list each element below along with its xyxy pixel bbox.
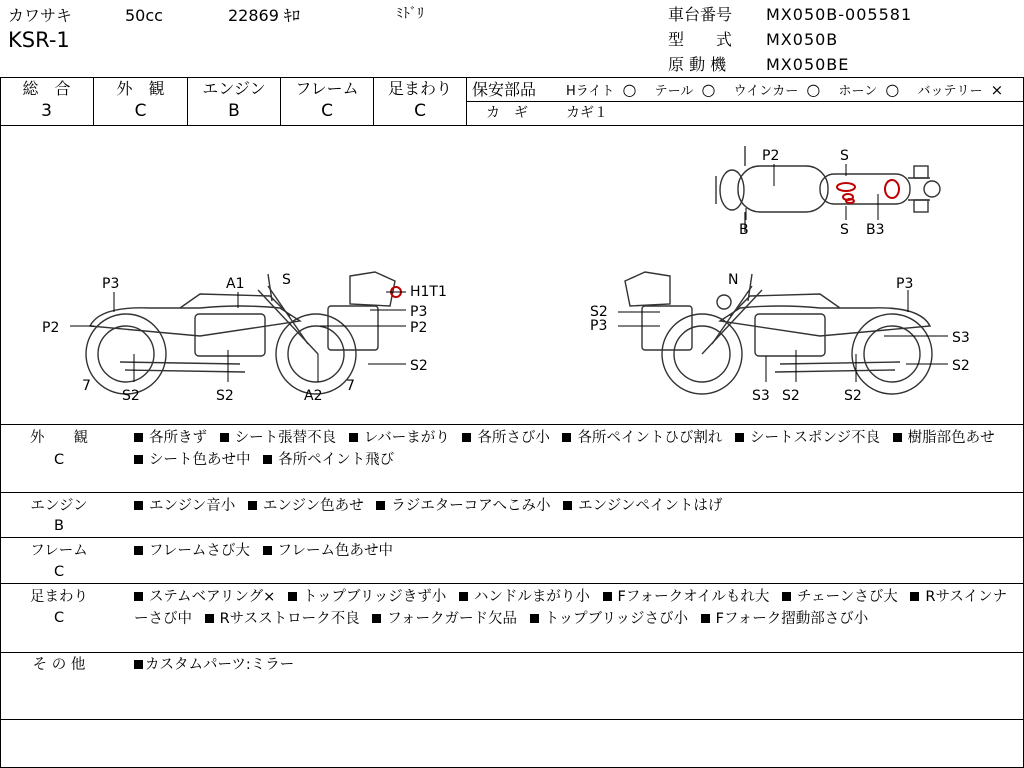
safety-items [566,81,1003,101]
frame-grade-label: フレーム [295,79,359,98]
displacement-text: 50cc [125,6,163,25]
circle-icon: ○ [806,80,821,99]
diagram-label: S2 [410,358,428,374]
engine-grade-label: エンジン [202,79,266,98]
type-value: MX050B [766,30,839,49]
diagram-label: P3 [896,276,914,292]
engine-label: 原 動 機 [668,55,727,74]
divider [467,101,1024,102]
maker-text: カワサキ [8,6,73,25]
circle-icon: ○ [885,80,900,99]
diagram-label: A2 [304,388,323,404]
divider [466,77,467,125]
divider [0,719,1024,720]
overall-grade: 3 [41,101,52,121]
safety-item-headlight: Hライト [566,84,615,99]
diagram-label: S2 [590,304,608,320]
engine-value: MX050BE [766,55,850,74]
divider [0,77,1024,78]
divider [0,492,1024,493]
list-item: Fフォークオイルもれ大 [617,589,770,605]
circle-icon: ○ [701,80,716,99]
diagram-label: P2 [762,148,780,164]
section-grade-exterior: C [53,452,65,468]
right-side-bike [625,272,932,394]
type-label: 型 式 [668,30,733,49]
section-label-engine: エンジン [30,498,88,514]
divider [0,537,1024,538]
frame-no-value: MX050B-005581 [766,5,913,24]
list-item: Rサスインナーさび中 [134,589,1008,627]
list-item: トップブリッジさび小 [544,611,689,627]
diagram-label: P2 [410,320,428,336]
safety-item-battery: バッテリー [917,84,983,99]
diagram-label: 7 [346,378,355,394]
list-item: エンジンペイントはげ [578,498,723,514]
diagram-label: P2 [42,320,60,336]
divider [0,583,1024,584]
section-items-engine [134,495,1014,517]
section-label-exterior: 外 観 [30,430,88,446]
list-item: Fフォーク摺動部さび小 [715,611,869,627]
section-grade-frame: C [53,564,65,580]
safety-item-horn: ホーン [838,84,878,99]
safety-label: 保安部品 [472,80,537,99]
list-item: エンジン音小 [149,498,236,514]
exterior-label: 外 観 [116,79,165,98]
circle-icon: ○ [622,80,637,99]
list-item: トップブリッジきず小 [302,589,447,605]
list-item: フレームさび大 [149,543,250,559]
list-item: 各所ペイント飛び [278,452,395,468]
list-item: 樹脂部色あせ [907,430,995,446]
list-item: ラジエターコアへこみ小 [391,498,551,514]
list-item: シート色あせ中 [149,452,251,468]
diagram-label: P3 [590,318,608,334]
list-item: シートスポンジ不良 [750,430,881,446]
top-view-bike [716,146,940,232]
key-value: カギ１ [566,105,608,121]
section-items-exterior [134,427,1014,471]
list-item: フレーム色あせ中 [277,543,393,559]
safety-item-tail: テール [654,84,694,99]
color-text: ﾐﾄﾞﾘ [396,6,424,22]
safety-item-winker: ウインカー [733,84,799,99]
suspension-grade: C [414,101,426,121]
diagram-label: N [728,272,739,288]
diagram-label: S [282,272,291,288]
diagram-label: A1 [226,276,245,292]
list-item: ステムベアリング× [149,589,276,605]
list-item: ハンドルまがり小 [473,589,590,605]
list-item: 各所ペイントひび割れ [577,430,723,446]
suspension-grade-label: 足まわり [387,79,452,98]
list-item: チェーンさび大 [797,589,898,605]
diagram-label: 7 [82,378,91,394]
diagram-label: S2 [216,388,234,404]
section-items-frame [134,540,1014,562]
divider [0,652,1024,653]
list-item: Rサスストローク不良 [219,611,360,627]
damage-marks-top [837,180,899,203]
frame-grade: C [321,101,333,121]
diagram-label: S3 [952,330,970,346]
diagram-label: S3 [752,388,770,404]
exterior-grade: C [134,101,147,121]
diagram-label: B3 [866,222,885,238]
diagram-label: S [840,222,849,238]
diagram-label: H1T1 [410,284,447,300]
section-grade-suspension: C [53,610,65,626]
diagram-label: S2 [782,388,800,404]
section-label-frame: フレーム [30,543,88,559]
section-grade-engine: B [54,518,64,534]
engine-grade: B [228,101,240,121]
diagram-label: S2 [122,388,140,404]
damage-diagram [0,126,1024,424]
diagram-label: S2 [952,358,970,374]
diagram-label: S [840,148,849,164]
diagram-label: S2 [844,388,862,404]
list-item: 各所きず [149,430,207,446]
divider [0,424,1024,425]
section-items-suspension [134,586,1014,630]
diagram-label: P3 [102,276,120,292]
leader-lines [70,164,948,382]
list-item: カスタムパーツ:ミラー [145,657,295,673]
diagram-label: B [739,222,749,238]
model-name: KSR-1 [8,28,70,52]
diagram-label: P3 [410,304,428,320]
section-label-other: そ の 他 [32,657,86,673]
list-item: レバーまがり [363,430,450,446]
list-item: エンジン色あせ [262,498,364,514]
section-items-other [134,654,1014,676]
frame-no-label: 車台番号 [668,5,733,24]
list-item: シート張替不良 [234,430,337,446]
cross-icon: × [990,81,1004,99]
mileage-text: 22869 ｷﾛ [228,6,300,25]
section-label-suspension: 足まわり [30,589,88,605]
overall-label: 総 合 [22,79,71,98]
key-label: カ ギ [486,105,528,121]
list-item: フォークガード欠品 [387,611,517,627]
list-item: 各所さび小 [477,430,550,446]
